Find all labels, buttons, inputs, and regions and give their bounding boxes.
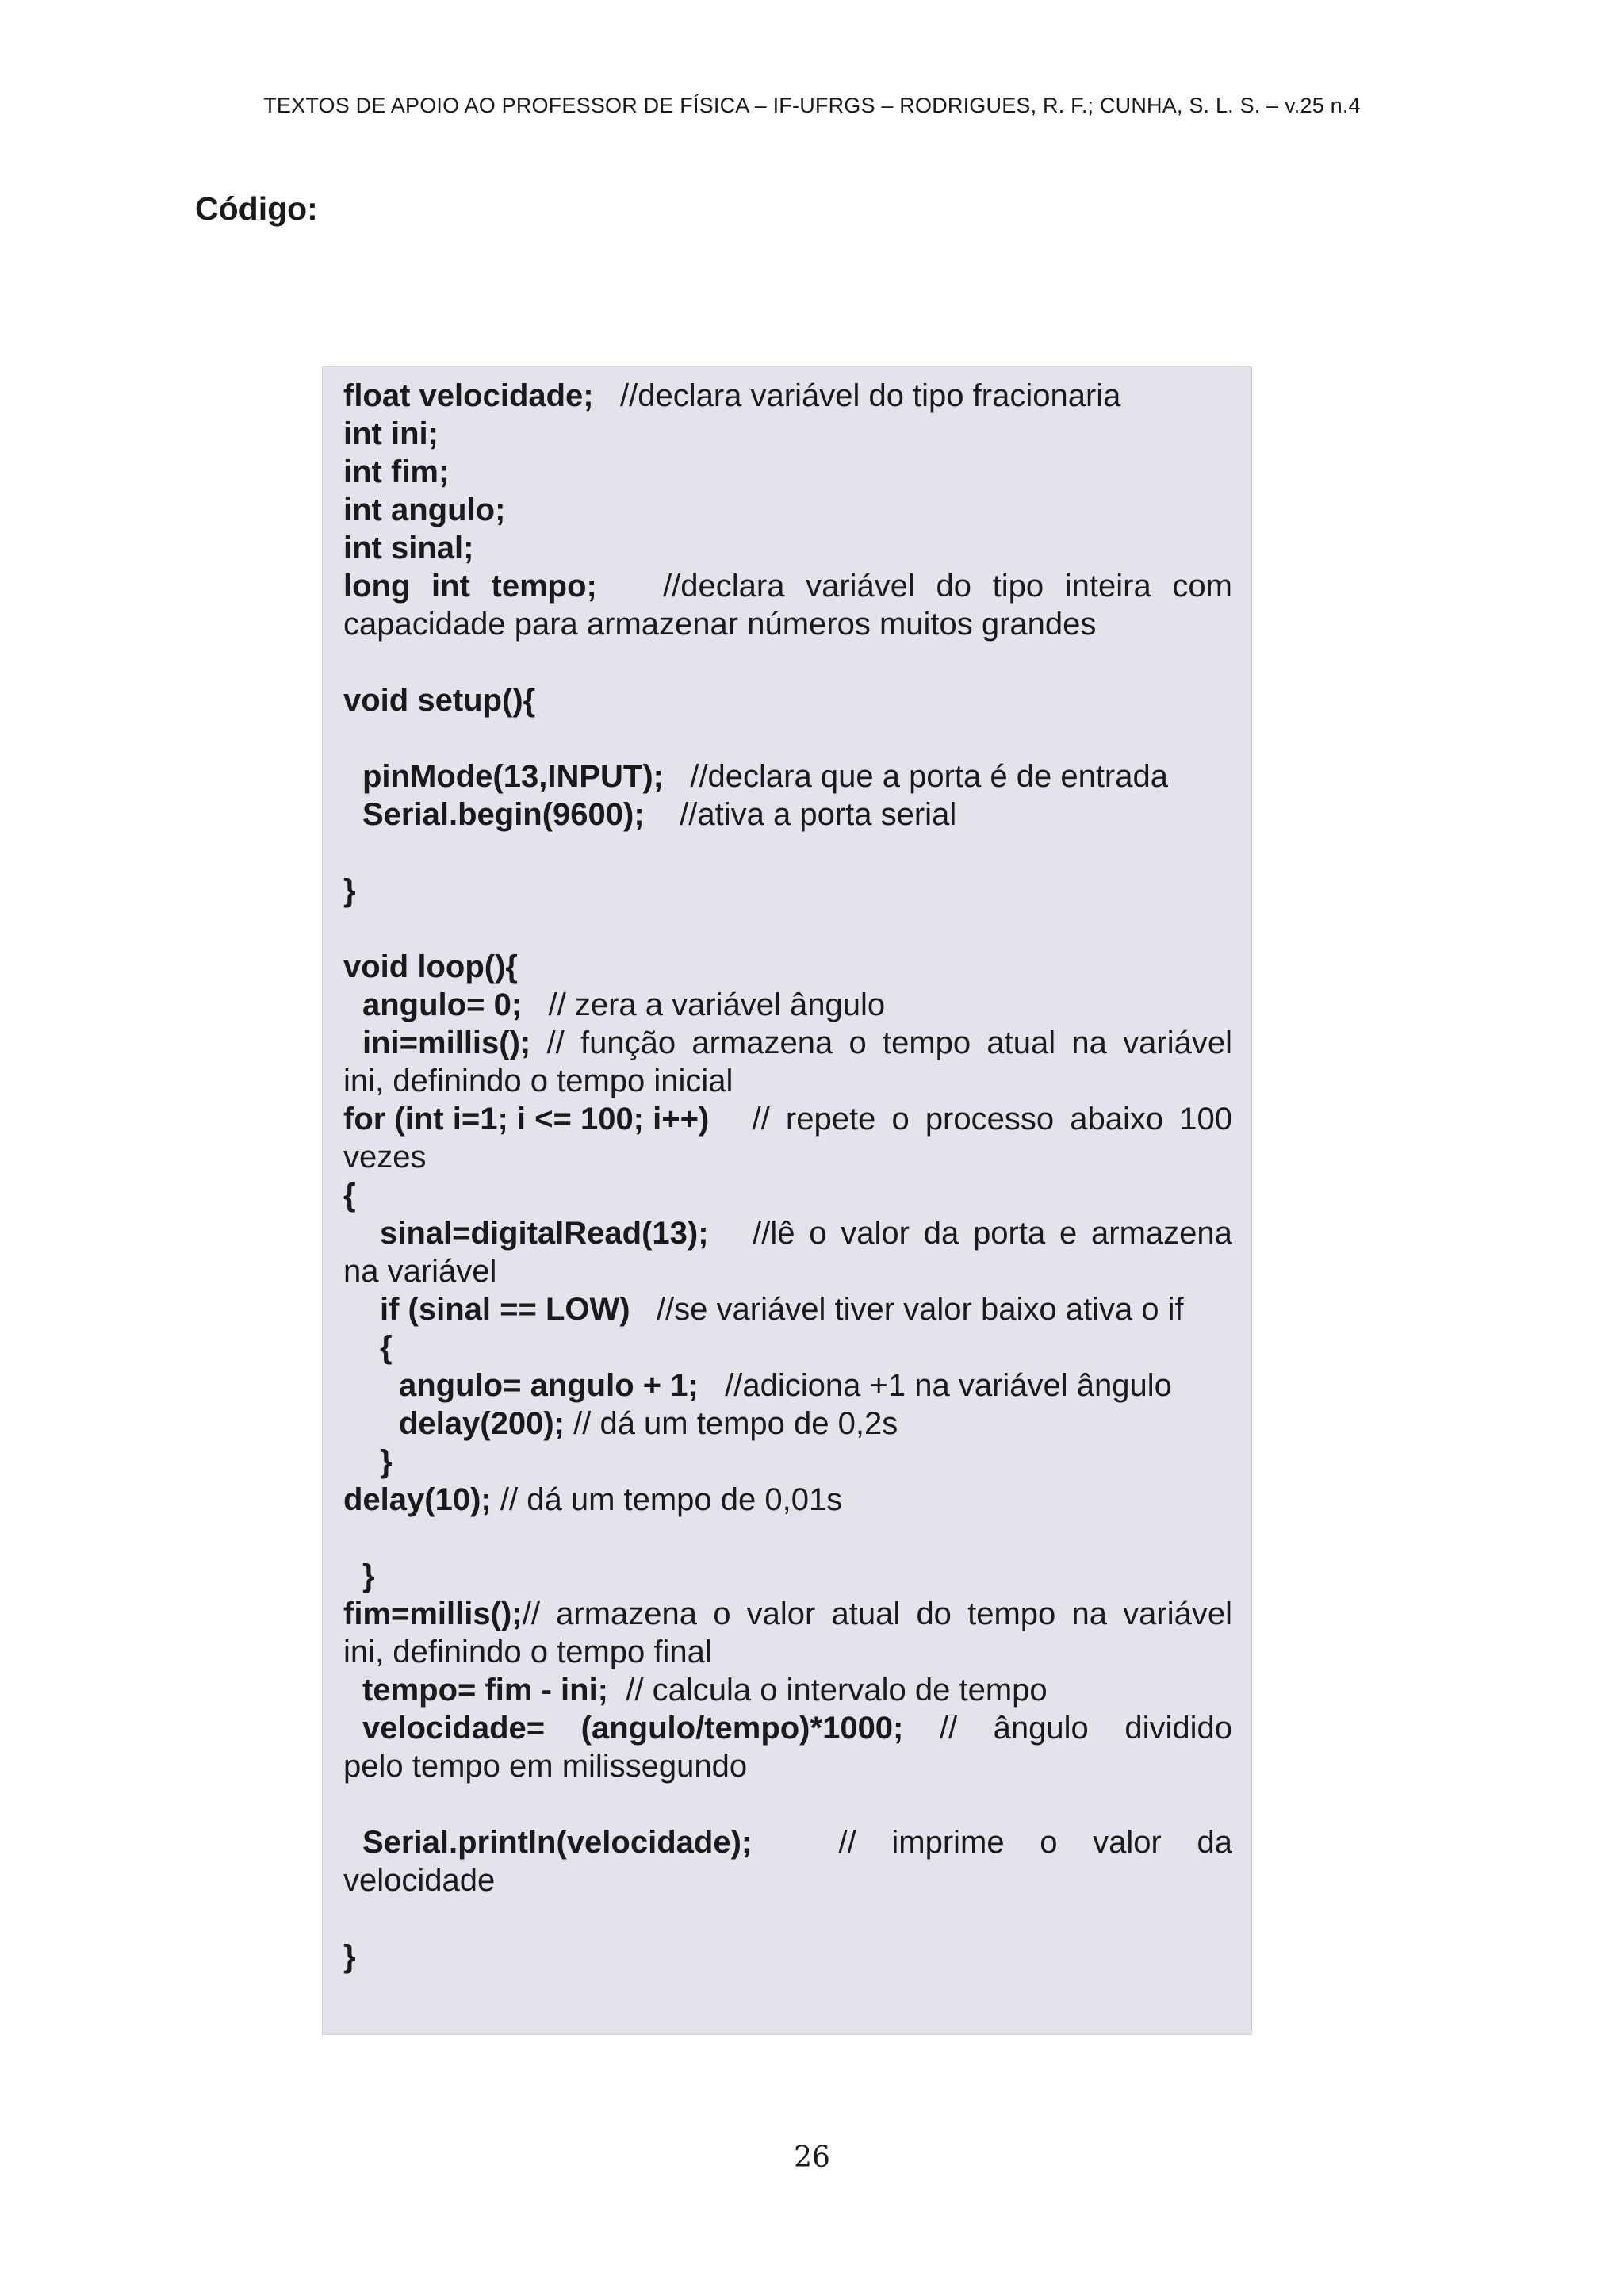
- code-comment: velocidade: [343, 1863, 496, 1898]
- code-comment: //declara variável do tipo fracionaria: [619, 378, 1121, 413]
- code-word: (angulo/tempo)*1000;: [580, 1711, 904, 1746]
- code-line: [343, 377, 1232, 415]
- code-line: [343, 872, 1232, 910]
- comment-word: atual: [986, 1025, 1056, 1060]
- comment-word: variável: [1123, 1025, 1232, 1060]
- code-statement: void loop(){: [343, 949, 518, 984]
- comment-word: e: [1059, 1216, 1078, 1251]
- code-line: [343, 529, 1232, 567]
- comment-word: ângulo: [993, 1711, 1089, 1746]
- code-line: [343, 948, 1232, 986]
- code-statement: int ini;: [343, 416, 439, 451]
- comment-word: //: [546, 1025, 565, 1060]
- code-line: [399, 1366, 1288, 1405]
- comment-word: do: [936, 569, 972, 604]
- comment-word: valor: [841, 1216, 910, 1251]
- comment-word: o: [1040, 1825, 1058, 1860]
- code-brace: {: [380, 1330, 393, 1365]
- comment-word: //: [752, 1102, 770, 1137]
- code-statement: if (sinal == LOW): [380, 1292, 630, 1327]
- comment-word: atual: [831, 1596, 901, 1631]
- code-statement: angulo= angulo + 1;: [399, 1368, 699, 1403]
- comment-word: da: [1197, 1825, 1232, 1860]
- code-line: [399, 1405, 1288, 1443]
- code-line: [343, 567, 1232, 605]
- comment-word: //lê: [753, 1216, 795, 1251]
- page-number: 26: [794, 2141, 830, 2174]
- code-line: [380, 1290, 1269, 1328]
- comment-word: //declara: [663, 569, 785, 604]
- code-statement: tempo= fim - ini;: [362, 1673, 608, 1708]
- code-comment: //adiciona +1 na variável ângulo: [725, 1368, 1172, 1403]
- code-line: [343, 681, 1232, 719]
- code-brace: }: [343, 1939, 356, 1974]
- comment-word: armazena: [556, 1596, 698, 1631]
- code-line: [380, 1443, 1269, 1481]
- comment-word: da: [923, 1216, 959, 1251]
- code-statement: int angulo;: [343, 493, 506, 527]
- code-line: [362, 1709, 1232, 1747]
- code-comment: // zera a variável ângulo: [548, 987, 886, 1022]
- code-statement: pinMode(13,INPUT);: [362, 759, 664, 794]
- comment-word: na: [1071, 1596, 1107, 1631]
- code-line: [343, 1861, 1232, 1899]
- code-line: [343, 605, 1232, 643]
- comment-word: imprime: [891, 1825, 1005, 1860]
- code-statement: float velocidade;: [343, 378, 594, 413]
- code-statement: delay(10);: [343, 1482, 492, 1517]
- code-line: [343, 1100, 1232, 1138]
- code-word: velocidade=: [362, 1711, 546, 1746]
- comment-word: variável: [1123, 1596, 1232, 1631]
- code-statement: int fim;: [343, 454, 450, 489]
- code-line: [343, 1481, 1232, 1519]
- code-word: long: [343, 569, 411, 604]
- comment-word: repete: [785, 1102, 876, 1137]
- code-statement: sinal=digitalRead(13);: [380, 1216, 709, 1251]
- section-title: Código:: [195, 190, 318, 227]
- code-line: [362, 795, 1251, 834]
- code-statement: void setup(){: [343, 683, 536, 718]
- code-line: [362, 1557, 1251, 1595]
- code-statement: ini=millis();: [362, 1025, 531, 1060]
- comment-word: abaixo: [1070, 1102, 1164, 1137]
- code-comment: //declara que a porta é de entrada: [690, 759, 1168, 794]
- comment-word: tempo: [967, 1596, 1056, 1631]
- code-line: [343, 1138, 1232, 1176]
- comment-word: //: [838, 1825, 856, 1860]
- comment-word: 100: [1179, 1102, 1232, 1137]
- code-statement: int sinal;: [343, 531, 474, 565]
- comment-word: porta: [973, 1216, 1046, 1251]
- code-comment: ini, definindo o tempo inicial: [343, 1064, 733, 1098]
- comment-word: inteira: [1064, 569, 1151, 604]
- code-line: [343, 1747, 1232, 1785]
- code-brace: }: [380, 1444, 393, 1479]
- code-statement: for (int i=1; i <= 100; i++): [343, 1102, 710, 1137]
- code-line: [362, 986, 1251, 1024]
- comment-word: o: [891, 1102, 910, 1137]
- code-comment: // dá um tempo de 0,01s: [500, 1482, 843, 1517]
- code-word: tempo;: [491, 569, 597, 604]
- code-line: [362, 757, 1251, 795]
- comment-word: valor: [746, 1596, 816, 1631]
- code-word: int: [431, 569, 470, 604]
- code-line: [343, 1176, 1232, 1214]
- code-comment: pelo tempo em milissegundo: [343, 1749, 748, 1784]
- comment-word: armazena: [1091, 1216, 1232, 1251]
- code-statement: delay(200);: [399, 1406, 565, 1441]
- code-line: [343, 1633, 1232, 1671]
- code-listing-box: [322, 366, 1252, 2035]
- code-comment: // dá um tempo de 0,2s: [573, 1406, 898, 1441]
- code-comment: capacidade para armazenar números muitos grandes: [343, 607, 1097, 642]
- comment-word: variável: [806, 569, 915, 604]
- code-statement: Serial.begin(9600);: [362, 797, 645, 832]
- code-comment: na variável: [343, 1254, 497, 1289]
- code-brace: }: [343, 873, 356, 908]
- code-comment: //se variável tiver valor baixo ativa o if: [656, 1292, 1184, 1327]
- comment-word: o: [713, 1596, 731, 1631]
- code-statement: angulo= 0;: [362, 987, 523, 1022]
- code-line: [343, 453, 1232, 491]
- code-line: [362, 1024, 1232, 1062]
- code-line: [343, 1938, 1232, 1976]
- code-statement: Serial.println(velocidade);: [362, 1825, 753, 1860]
- comment-word: o: [809, 1216, 827, 1251]
- comment-word: tipo: [992, 569, 1044, 604]
- code-line: [343, 1595, 1232, 1633]
- comment-word: tempo: [882, 1025, 971, 1060]
- code-brace: {: [343, 1178, 356, 1213]
- code-statement: fim=millis();: [343, 1596, 523, 1631]
- comment-word: do: [916, 1596, 952, 1631]
- code-comment: ini, definindo o tempo final: [343, 1635, 712, 1669]
- code-line: [343, 415, 1232, 453]
- comment-word: dividido: [1124, 1711, 1232, 1746]
- code-line: [343, 1062, 1232, 1100]
- comment-word: //: [939, 1711, 958, 1746]
- comment-word: //: [522, 1596, 540, 1631]
- comment-word: função: [580, 1025, 676, 1060]
- running-header: TEXTOS DE APOIO AO PROFESSOR DE FÍSICA – IF-UFRGS – RODRIGUES, R. F.; CUNHA, S. L. S. – v.25 n.4: [263, 94, 1361, 117]
- code-comment: //ativa a porta serial: [680, 797, 957, 832]
- comment-word: processo: [925, 1102, 1055, 1137]
- code-line: [380, 1328, 1269, 1366]
- comment-word: o: [848, 1025, 867, 1060]
- comment-word: na: [1071, 1025, 1107, 1060]
- code-brace: }: [362, 1558, 375, 1593]
- code-comment: vezes: [343, 1140, 427, 1175]
- code-comment: // calcula o intervalo de tempo: [626, 1673, 1048, 1708]
- comment-word: armazena: [691, 1025, 833, 1060]
- code-line: [343, 491, 1232, 529]
- comment-word: com: [1172, 569, 1232, 604]
- code-line: [343, 1252, 1232, 1290]
- code-line: [362, 1823, 1232, 1861]
- code-line: [380, 1214, 1232, 1252]
- code-line: [362, 1671, 1251, 1709]
- comment-word: valor: [1093, 1825, 1162, 1860]
